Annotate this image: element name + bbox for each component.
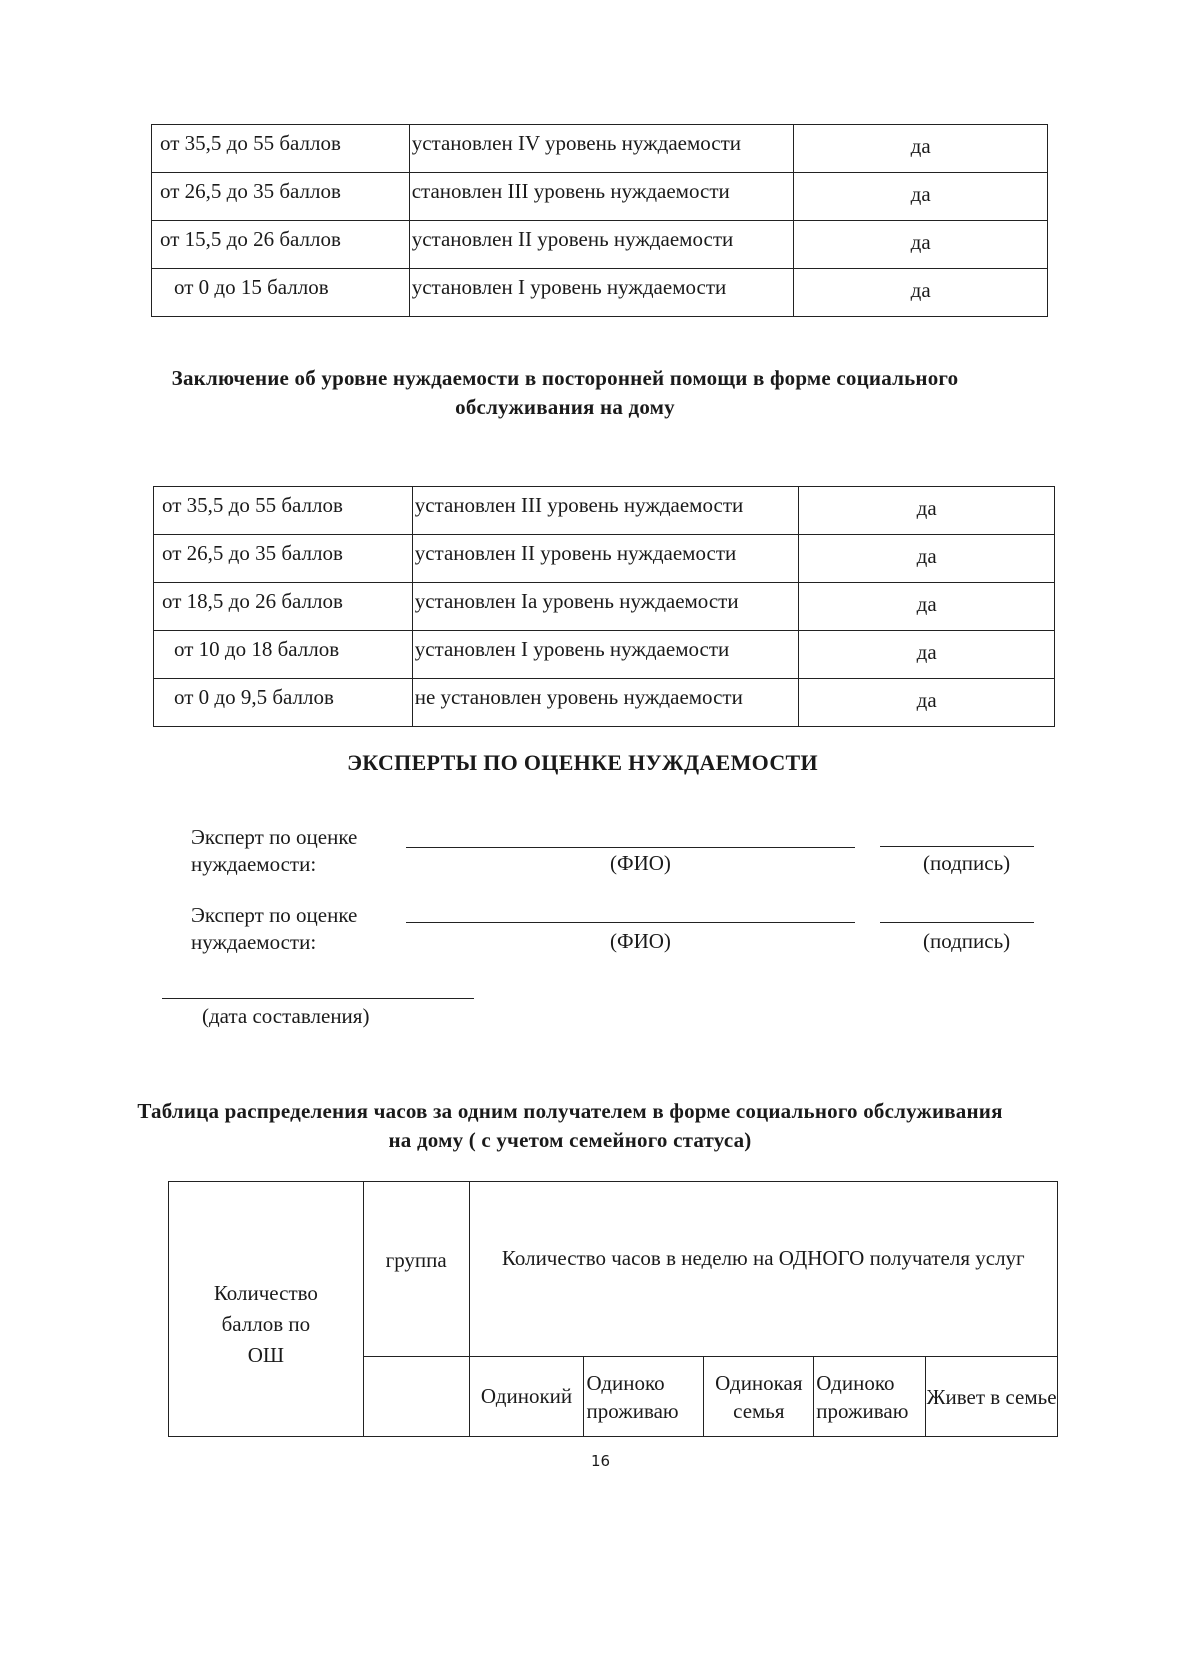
score-range: от 0 до 9,5 баллов	[154, 679, 413, 727]
date-line[interactable]	[162, 998, 474, 999]
score-range: от 35,5 до 55 баллов	[152, 125, 410, 173]
score-range: от 26,5 до 35 баллов	[152, 173, 410, 221]
score-range: от 10 до 18 баллов	[154, 631, 413, 679]
table-row	[152, 173, 1048, 221]
mark: да	[799, 631, 1055, 679]
conclusion-heading	[100, 366, 1030, 420]
sub-header-lives-alone-2: Одиноко проживаю	[814, 1357, 926, 1437]
score-range: от 15,5 до 26 баллов	[152, 221, 410, 269]
sub-header-lives-in-family: Живет в семье	[926, 1357, 1058, 1437]
expert-label-line2: нуждаемости:	[191, 852, 317, 876]
expert-label-1	[191, 824, 357, 878]
table-row	[154, 535, 1055, 583]
col-group-header: группа	[363, 1182, 469, 1357]
score-range: от 35,5 до 55 баллов	[154, 487, 413, 535]
hours-heading-line2: на дому ( с учетом семейного статуса)	[388, 1128, 752, 1152]
signature-caption-2: (подпись)	[923, 929, 1011, 953]
need-level: становлен III уровень нуждаемости	[409, 173, 794, 221]
fio-caption-2: (ФИО)	[610, 929, 671, 953]
signature-line-2[interactable]	[880, 922, 1034, 923]
hours-heading-line1: Таблица распределения часов за одним получателем в форме социального обслуживания	[137, 1099, 1003, 1123]
expert-label-2	[191, 902, 357, 956]
table-header-row	[169, 1182, 1058, 1357]
hours-heading	[95, 1099, 1045, 1153]
col-hours-header: Количество часов в неделю на ОДНОГО получателя услуг	[469, 1182, 1057, 1357]
mark: да	[799, 679, 1055, 727]
mark: да	[794, 221, 1048, 269]
signature-line-1[interactable]	[880, 846, 1034, 847]
conclusion-heading-line2: обслуживания на дому	[455, 395, 675, 419]
sub-header-single: Одинокий	[469, 1357, 584, 1437]
need-level: установлен III уровень нуждаемости	[412, 487, 799, 535]
score-range: от 26,5 до 35 баллов	[154, 535, 413, 583]
need-level: установлен II уровень нуждаемости	[412, 535, 799, 583]
table-row	[152, 125, 1048, 173]
table-row	[154, 631, 1055, 679]
need-level: установлен Iа уровень нуждаемости	[412, 583, 799, 631]
conclusion-heading-line1: Заключение об уровне нуждаемости в посторонней помощи в форме социального	[171, 366, 959, 390]
score-range: от 18,5 до 26 баллов	[154, 583, 413, 631]
col-group-empty	[363, 1357, 469, 1437]
mark: да	[799, 535, 1055, 583]
sub-header-single-family: Одинокая семья	[704, 1357, 814, 1437]
mark: да	[799, 487, 1055, 535]
table-row	[154, 679, 1055, 727]
need-level-table-1	[151, 124, 1048, 317]
mark: да	[794, 269, 1048, 317]
table-row	[154, 583, 1055, 631]
col-score-label: Количество баллов по ОШ	[213, 1281, 318, 1367]
need-level: не установлен уровень нуждаемости	[412, 679, 799, 727]
need-level-table-2	[153, 486, 1055, 727]
mark: да	[799, 583, 1055, 631]
mark: да	[794, 125, 1048, 173]
signature-caption-1: (подпись)	[923, 851, 1011, 875]
need-level: установлен I уровень нуждаемости	[412, 631, 799, 679]
need-level: установлен I уровень нуждаемости	[409, 269, 794, 317]
page-number: 16	[591, 1452, 611, 1470]
mark: да	[794, 173, 1048, 221]
table-row	[154, 487, 1055, 535]
experts-title: ЭКСПЕРТЫ ПО ОЦЕНКЕ НУЖДАЕМОСТИ	[347, 750, 818, 775]
need-level: установлен II уровень нуждаемости	[409, 221, 794, 269]
fio-line-1[interactable]	[406, 847, 855, 848]
expert-label-line2: нуждаемости:	[191, 930, 317, 954]
expert-label-line1: Эксперт по оценке	[191, 903, 358, 927]
date-caption: (дата составления)	[202, 1004, 370, 1028]
need-level: установлен IV уровень нуждаемости	[409, 125, 794, 173]
expert-label-line1: Эксперт по оценке	[191, 825, 358, 849]
table-row	[152, 221, 1048, 269]
fio-line-2[interactable]	[406, 922, 855, 923]
fio-caption-1: (ФИО)	[610, 851, 671, 875]
score-range: от 0 до 15 баллов	[152, 269, 410, 317]
table-row	[152, 269, 1048, 317]
col-score-header	[169, 1182, 364, 1437]
hours-table	[168, 1181, 1058, 1437]
sub-header-lives-alone-1: Одиноко проживаю	[584, 1357, 704, 1437]
